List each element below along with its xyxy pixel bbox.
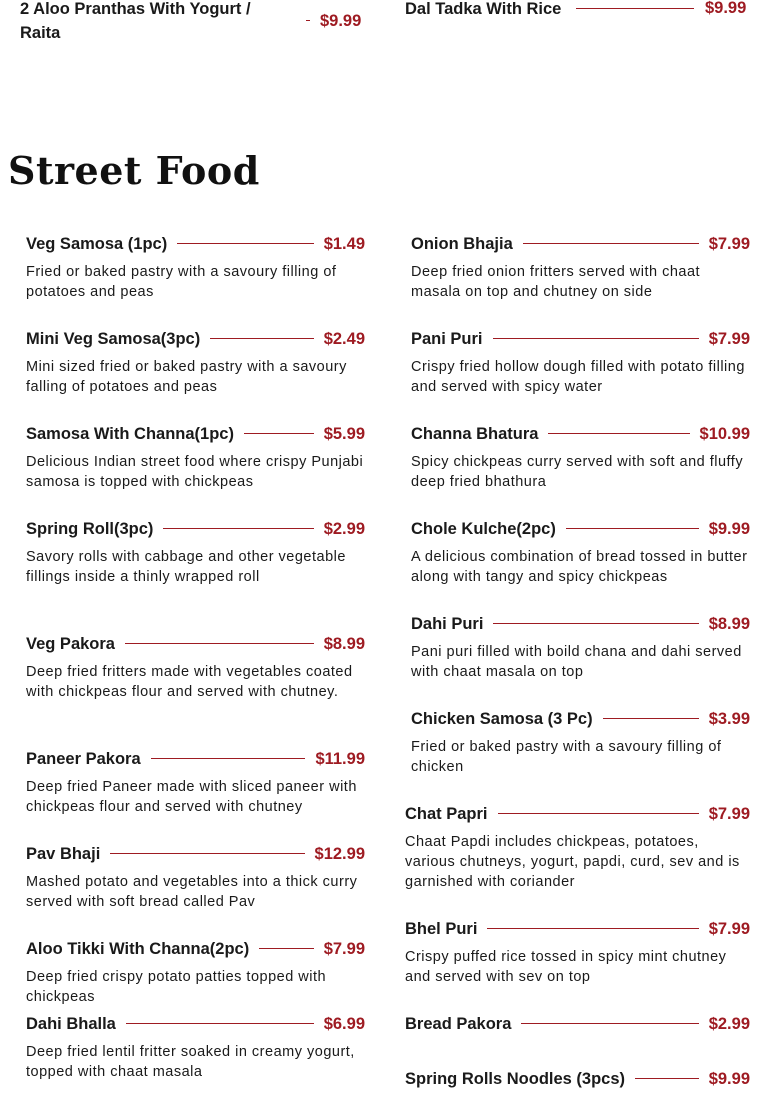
menu-item-name: 2 Aloo Pranthas With Yogurt / Raita [20,0,270,45]
menu-item-description: Mashed potato and vegetables into a thick curry served with soft bread called Pav [26,874,358,910]
menu-item-name: Pav Bhaji [26,841,110,867]
menu-item-price: $5.99 [314,421,365,447]
menu-item [26,1011,365,1082]
menu-item [405,1011,750,1037]
menu-item-description: Deep fried lentil fritter soaked in creamy yogurt, topped with chaat masala [26,1044,355,1080]
menu-item-name: Dahi Bhalla [26,1011,126,1037]
menu-item-name: Spring Roll(3pc) [26,516,163,542]
menu-item-name: Samosa With Channa(1pc) [26,421,244,447]
menu-item-description: Pani puri filled with boild chana and dahi served with chaat masala on top [411,644,742,680]
menu-item-price: $10.99 [690,421,750,447]
menu-item-description: Crispy fried hollow dough filled with potato filling and served with spicy water [411,359,745,395]
menu-item-description: Deep fried onion fritters served with chaat masala on top and chutney on side [411,264,701,300]
menu-item-description: Chaat Papdi includes chickpeas, potatoes, various chutneys, yogurt, papdi, curd, sev and is garnished with coriander [405,834,740,890]
menu-item-name: Spring Rolls Noodles (3pcs) [405,1066,635,1092]
menu-item-name: Veg Samosa (1pc) [26,231,177,257]
menu-item-name: Onion Bhajia [411,231,523,257]
menu-item [411,611,750,682]
menu-item [26,841,365,912]
menu-item-price: $9.99 [699,1066,750,1092]
menu-item-description: A delicious combination of bread tossed in butter along with tangy and spicy chickpeas [411,549,748,585]
menu-item [26,516,365,587]
dotted-leader [576,8,694,9]
menu-item-description: Deep fried fritters made with vegetables coated with chickpeas flour and served with chutney. [26,664,353,700]
menu-item-name: Bhel Puri [405,916,487,942]
menu-item-price: $9.99 [320,12,362,30]
menu-item-price: $1.49 [314,231,365,257]
menu-item-price: $12.99 [305,841,365,867]
menu-item-description: Spicy chickpeas curry served with soft and fluffy deep fried bhathura [411,454,744,490]
menu-item-description: Fried or baked pastry with a savoury filling of chicken [411,739,722,775]
menu-item [26,631,365,702]
menu-item [26,326,365,397]
menu-item [405,1066,750,1092]
menu-item-name: Pani Puri [411,326,493,352]
menu-item-price: $8.99 [699,611,750,637]
menu-item [405,801,750,892]
menu-item [26,421,365,492]
menu-item-name: Dahi Puri [411,611,493,637]
menu-item-description: Deep fried Paneer made with sliced paneer with chickpeas flour and served with chutney [26,779,357,815]
menu-item-name: Aloo Tikki With Channa(2pc) [26,936,259,962]
menu-item [411,706,750,777]
menu-item [26,936,365,1007]
menu-item-price: $9.99 [705,0,747,17]
menu-item [26,231,365,302]
menu-item-price: $7.99 [699,326,750,352]
menu-item-name: Chat Papri [405,801,498,827]
menu-item-description: Fried or baked pastry with a savoury filling of potatoes and peas [26,264,337,300]
dotted-leader [306,20,310,21]
menu-item-price: $3.99 [699,706,750,732]
menu-item [411,326,750,397]
menu-item-price: $6.99 [314,1011,365,1037]
menu-item-name: Mini Veg Samosa(3pc) [26,326,210,352]
menu-item-price: $11.99 [305,746,365,772]
menu-item [411,231,750,302]
menu-item-name: Paneer Pakora [26,746,151,772]
menu-item-name: Channa Bhatura [411,421,548,447]
menu-item [405,916,750,987]
menu-item-price: $7.99 [699,231,750,257]
menu-item-name: Chole Kulche(2pc) [411,516,566,542]
menu-item-description: Delicious Indian street food where crispy Punjabi samosa is topped with chickpeas [26,454,364,490]
menu-item [26,746,365,817]
menu-item-description: Mini sized fried or baked pastry with a savoury falling of potatoes and peas [26,359,347,395]
menu-item-name: Bread Pakora [405,1011,521,1037]
menu-item-name: Veg Pakora [26,631,125,657]
menu-item-price: $2.99 [314,516,365,542]
menu-item-price: $7.99 [314,936,365,962]
menu-item-description: Crispy puffed rice tossed in spicy mint chutney and served with sev on top [405,949,727,985]
menu-item-price: $7.99 [699,916,750,942]
menu-item [411,516,750,587]
menu-item-name: Chicken Samosa (3 Pc) [411,706,603,732]
menu-item-price: $2.99 [699,1011,750,1037]
menu-item-description: Savory rolls with cabbage and other vegetable fillings inside a thinly wrapped roll [26,549,346,585]
menu-item-price: $9.99 [699,516,750,542]
menu-item-name: Dal Tadka With Rice [405,0,569,21]
section-title: Street Food [8,148,260,193]
menu-item [411,421,750,492]
menu-item-price: $7.99 [699,801,750,827]
menu-item-description: Deep fried crispy potato patties topped with chickpeas [26,969,327,1005]
menu-item-price: $8.99 [314,631,365,657]
menu-item-price: $2.49 [314,326,365,352]
